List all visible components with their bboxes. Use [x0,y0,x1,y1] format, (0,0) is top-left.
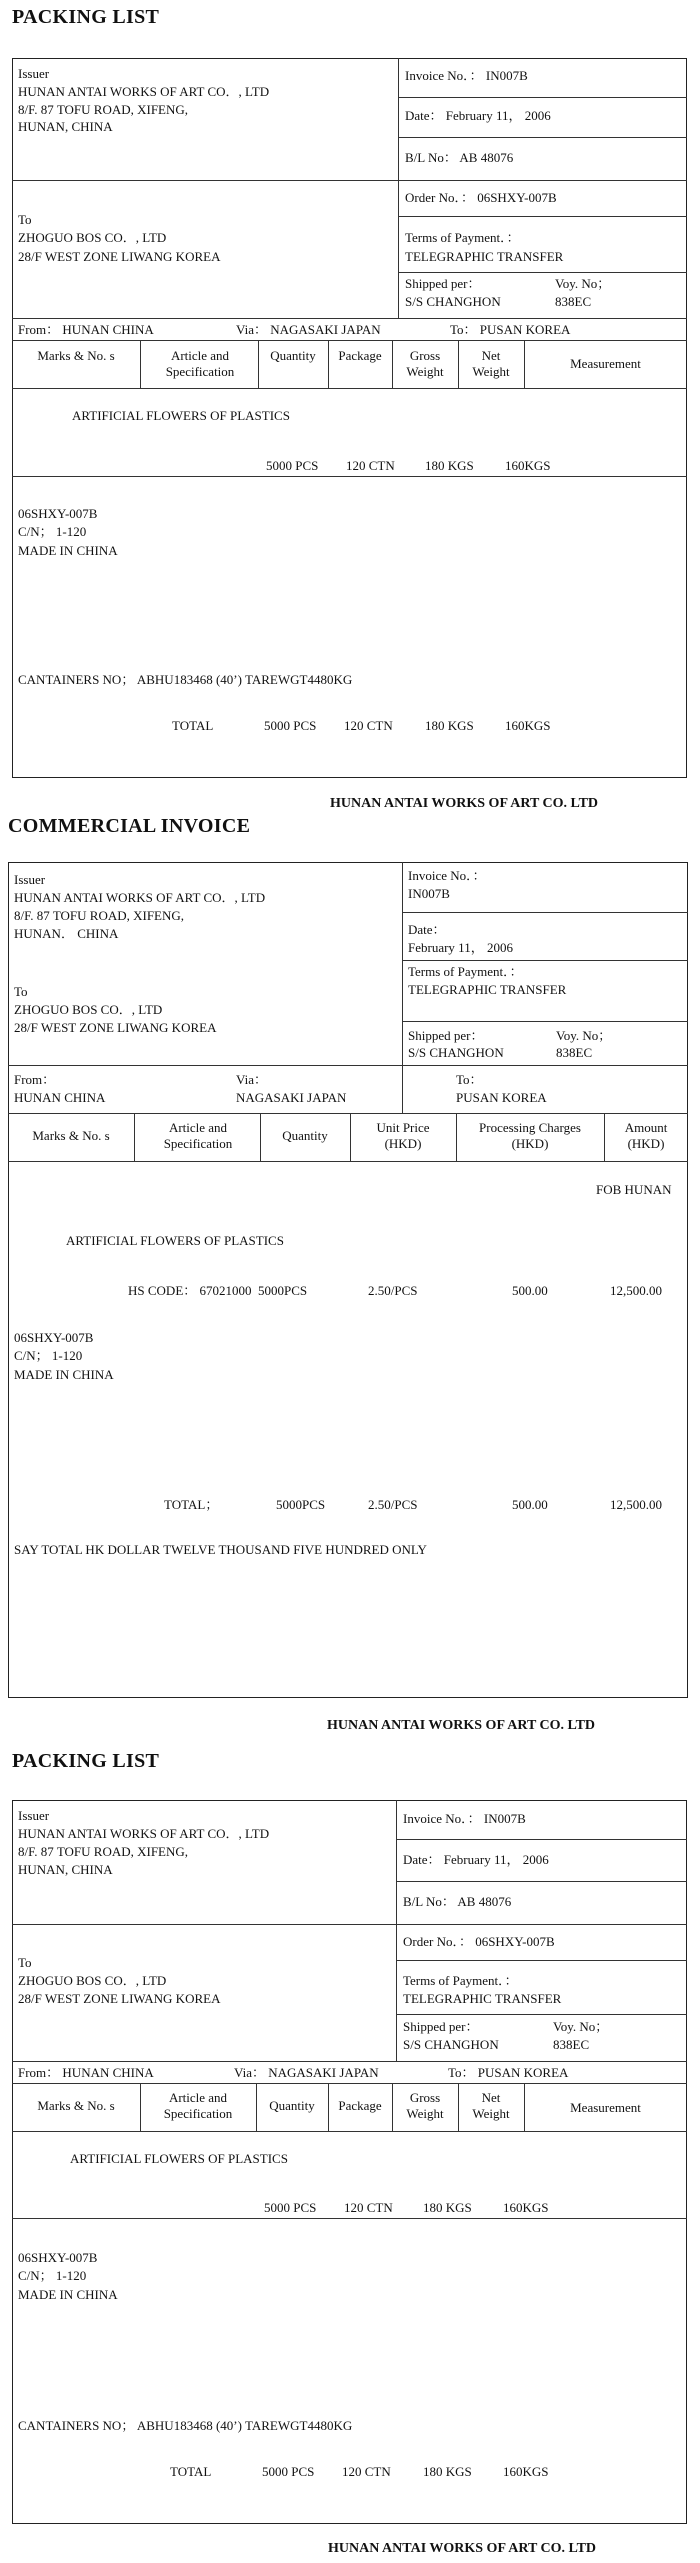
issuer-address-line-2: HUNAN． CHINA [14,926,119,941]
shipping-marks-2: C/N； 1-120 [14,1348,83,1363]
consignee-name: ZHOGUO BOS CO．, LTD [18,1973,167,1988]
order-number: Order No．： 06SHXY-007B [405,190,557,205]
header-marks: Marks & No. s [32,1128,110,1143]
line-net-weight: 160KGS [503,2200,549,2215]
header-unit-price: Unit Price (HKD) [376,1120,430,1151]
voyage-number: 838EC [556,1045,593,1060]
terms-label: Terms of Payment．： [408,964,523,979]
line-quantity: 5000 PCS [264,2200,317,2215]
voyage-number: 838EC [555,294,592,309]
route-via-label: Via： [236,1072,267,1087]
header-marks: Marks & No. s [37,2098,115,2113]
issuer-label: Issuer [18,66,50,81]
line-quantity: 5000 PCS [266,458,319,473]
shipping-marks-1: 06SHXY-007B [18,2250,98,2265]
route-via: Via： NAGASAKI JAPAN [236,322,381,337]
terms-value: TELEGRAPHIC TRANSFER [408,982,567,997]
header-package: Package [338,2098,382,2113]
route-from: From： HUNAN CHINA [18,2065,154,2080]
container-info: CANTAINERS NO； ABHU183468 (40’) TAREWGT4480KG [18,672,353,687]
header-gross-weight: Gross Weight [406,2090,444,2121]
terms-value: TELEGRAPHIC TRANSFER [405,249,564,264]
header-net-weight: Net Weight [472,2090,510,2121]
header-package: Package [338,348,382,363]
header-marks: Marks & No. s [37,348,115,363]
vessel-name: S/S CHANGHON [408,1045,504,1060]
shipping-marks-3: MADE IN CHINA [18,2287,118,2302]
total-gross-weight: 180 KGS [425,718,474,733]
line-package: 120 CTN [346,458,395,473]
order-number: Order No．： 06SHXY-007B [403,1934,555,1949]
invoice-date: Date： February 11， 2006 [405,108,551,123]
line-amount: 12,500.00 [610,1283,662,1298]
total-label: TOTAL [172,718,214,733]
shipped-per-label: Shipped per： [403,2019,479,2034]
issuer-label: Issuer [14,872,46,887]
line-processing-charges: 500.00 [512,1283,548,1298]
consignee-address: 28/F WEST ZONE LIWANG KOREA [14,1020,217,1035]
goods-description: ARTIFICIAL FLOWERS OF PLASTICS [70,2151,288,2166]
page-title: COMMERCIAL INVOICE [8,815,251,837]
total-gross-weight: 180 KGS [423,2464,472,2479]
goods-description: ARTIFICIAL FLOWERS OF PLASTICS [66,1233,284,1248]
voyage-label: Voy. No； [556,1028,612,1043]
consignee-name: ZHOGUO BOS CO．, LTD [18,230,167,245]
consignee-label: To [14,984,28,999]
route-from: From： HUNAN CHINA [18,322,154,337]
header-amount: Amount (HKD) [624,1120,668,1151]
route-to-label: To： [456,1072,483,1087]
header-article: Article and Specification [165,348,235,379]
shipping-marks-2: C/N； 1-120 [18,2268,87,2283]
invoice-date: Date： February 11， 2006 [403,1852,549,1867]
total-unit-price: 2.50/PCS [368,1497,418,1512]
header-processing-charges: Processing Charges (HKD) [479,1120,581,1151]
invoice-number-label: Invoice No．： [408,868,486,883]
header-measurement: Measurement [570,356,641,371]
total-processing-charges: 500.00 [512,1497,548,1512]
total-quantity: 5000 PCS [262,2464,315,2479]
voyage-number: 838EC [553,2037,590,2052]
shipping-marks-1: 06SHXY-007B [14,1330,94,1345]
total-net-weight: 160KGS [505,718,551,733]
line-gross-weight: 180 KGS [423,2200,472,2215]
total-quantity: 5000PCS [276,1497,326,1512]
amount-in-words: SAY TOTAL HK DOLLAR TWELVE THOUSAND FIVE HUNDRED ONLY [14,1542,427,1557]
total-net-weight: 160KGS [503,2464,549,2479]
route-to: To： PUSAN KOREA [448,2065,569,2080]
invoice-date-label: Date： [408,922,446,937]
issuer-address-line-2: HUNAN, CHINA [18,1862,113,1877]
bl-number: B/L No： AB 48076 [403,1894,512,1909]
invoice-date: February 11， 2006 [408,940,513,955]
route-from-label: From： [14,1072,56,1087]
fob-term: FOB HUNAN [596,1182,672,1197]
line-package: 120 CTN [344,2200,393,2215]
container-info: CANTAINERS NO； ABHU183468 (40’) TAREWGT4480KG [18,2418,353,2433]
invoice-number: Invoice No．： IN007B [403,1811,526,1826]
invoice-number: Invoice No．： IN007B [405,68,528,83]
shipped-per-label: Shipped per： [408,1028,484,1043]
shipping-marks-3: MADE IN CHINA [18,543,118,558]
shipping-marks-2: C/N； 1-120 [18,524,87,539]
issuer-name: HUNAN ANTAI WORKS OF ART CO．, LTD [14,890,266,905]
route-to: PUSAN KOREA [456,1090,547,1105]
page-title: PACKING LIST [12,6,160,28]
line-unit-price: 2.50/PCS [368,1283,418,1298]
page-title: PACKING LIST [12,1750,160,1772]
terms-label: Terms of Payment．： [405,230,520,245]
line-gross-weight: 180 KGS [425,458,474,473]
consignee-address: 28/F WEST ZONE LIWANG KOREA [18,1991,221,2006]
header-net-weight: Net Weight [472,348,510,379]
header-article: Article and Specification [163,2090,233,2121]
header-article: Article and Specification [163,1120,233,1151]
header-quantity: Quantity [270,348,316,363]
consignee-label: To [18,212,32,227]
total-amount: 12,500.00 [610,1497,662,1512]
issuer-address-line-1: 8/F. 87 TOFU ROAD, XIFENG, [18,1844,189,1859]
header-measurement: Measurement [570,2100,641,2115]
company-signature: HUNAN ANTAI WORKS OF ART CO. LTD [330,796,599,811]
total-package: 120 CTN [344,718,393,733]
hs-code-line: HS CODE： 67021000 5000PCS [128,1283,308,1298]
total-label: TOTAL； [164,1497,219,1512]
route-via: NAGASAKI JAPAN [236,1090,347,1105]
issuer-address-line-1: 8/F. 87 TOFU ROAD, XIFENG, [14,908,185,923]
invoice-form-frame [8,862,688,1698]
route-to: To： PUSAN KOREA [450,322,571,337]
route-via: Via： NAGASAKI JAPAN [234,2065,379,2080]
issuer-address-line-1: 8/F. 87 TOFU ROAD, XIFENG, [18,102,189,117]
shipping-marks-1: 06SHXY-007B [18,506,98,521]
header-gross-weight: Gross Weight [406,348,444,379]
terms-label: Terms of Payment．： [403,1973,518,1988]
route-from: HUNAN CHINA [14,1090,106,1105]
consignee-name: ZHOGUO BOS CO．, LTD [14,1002,163,1017]
voyage-label: Voy. No； [553,2019,609,2034]
header-quantity: Quantity [282,1128,328,1143]
invoice-number: IN007B [408,886,450,901]
issuer-address-line-2: HUNAN, CHINA [18,119,113,134]
issuer-name: HUNAN ANTAI WORKS OF ART CO．, LTD [18,1826,270,1841]
total-quantity: 5000 PCS [264,718,317,733]
issuer-label: Issuer [18,1808,50,1823]
shipping-marks-3: MADE IN CHINA [14,1367,114,1382]
vessel-name: S/S CHANGHON [403,2037,499,2052]
vessel-name: S/S CHANGHON [405,294,501,309]
company-signature: HUNAN ANTAI WORKS OF ART CO. LTD [328,2541,597,2556]
consignee-label: To [18,1955,32,1970]
bl-number: B/L No： AB 48076 [405,150,514,165]
company-signature: HUNAN ANTAI WORKS OF ART CO. LTD [327,1718,596,1733]
voyage-label: Voy. No； [555,276,611,291]
total-package: 120 CTN [342,2464,391,2479]
header-quantity: Quantity [269,2098,315,2113]
line-net-weight: 160KGS [505,458,551,473]
total-label: TOTAL [170,2464,212,2479]
terms-value: TELEGRAPHIC TRANSFER [403,1991,562,2006]
shipped-per-label: Shipped per： [405,276,481,291]
goods-description: ARTIFICIAL FLOWERS OF PLASTICS [72,408,290,423]
consignee-address: 28/F WEST ZONE LIWANG KOREA [18,249,221,264]
issuer-name: HUNAN ANTAI WORKS OF ART CO．, LTD [18,84,270,99]
